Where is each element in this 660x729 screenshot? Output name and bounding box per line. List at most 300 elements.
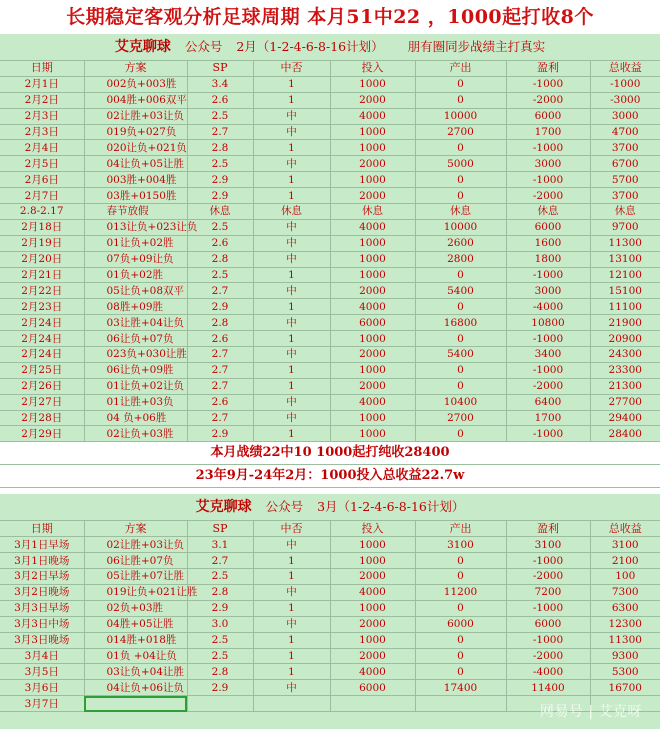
table-cell[interactable]: 4000 bbox=[330, 108, 415, 124]
table-cell[interactable]: 1 bbox=[253, 172, 330, 188]
table-cell[interactable]: 0 bbox=[415, 648, 506, 664]
table-cell[interactable]: 中 bbox=[253, 394, 330, 410]
table-cell[interactable]: 020让负+021负 bbox=[84, 140, 187, 156]
table-cell[interactable]: 1000 bbox=[330, 410, 415, 426]
table-cell[interactable]: 3.4 bbox=[187, 76, 253, 92]
table-cell[interactable]: 3400 bbox=[506, 347, 590, 363]
table-cell[interactable]: 0 bbox=[415, 569, 506, 585]
table-cell[interactable]: 002负+003胜 bbox=[84, 76, 187, 92]
table-cell[interactable]: 15100 bbox=[590, 283, 660, 299]
table-cell[interactable]: 2.6 bbox=[187, 92, 253, 108]
table-cell[interactable]: -3000 bbox=[590, 92, 660, 108]
table-cell[interactable]: 1000 bbox=[330, 267, 415, 283]
table-cell[interactable]: 04 负+06胜 bbox=[84, 410, 187, 426]
table-cell[interactable]: 6000 bbox=[415, 616, 506, 632]
table-cell[interactable]: 0 bbox=[415, 426, 506, 442]
table-cell[interactable]: 03胜+0150胜 bbox=[84, 188, 187, 204]
table-cell[interactable]: 2月7日 bbox=[0, 188, 84, 204]
table-cell[interactable]: 004胜+006双平 bbox=[84, 92, 187, 108]
table-cell[interactable]: 3000 bbox=[506, 283, 590, 299]
table-row bbox=[0, 251, 660, 267]
table-row bbox=[0, 347, 660, 363]
table-cell[interactable]: 6000 bbox=[506, 108, 590, 124]
table-cell[interactable]: 1000 bbox=[330, 362, 415, 378]
table-cell[interactable]: 中 bbox=[253, 251, 330, 267]
table-cell[interactable]: 2.8 bbox=[187, 315, 253, 331]
table-cell[interactable]: 11200 bbox=[415, 584, 506, 600]
table-cell[interactable]: 3月4日 bbox=[0, 648, 84, 664]
table-cell[interactable]: 28400 bbox=[590, 426, 660, 442]
table-cell[interactable]: 20900 bbox=[590, 331, 660, 347]
table-cell[interactable]: 4000 bbox=[330, 584, 415, 600]
table-cell[interactable]: 6700 bbox=[590, 156, 660, 172]
table-cell[interactable]: 2月5日 bbox=[0, 156, 84, 172]
table-cell[interactable]: 2月28日 bbox=[0, 410, 84, 426]
table-cell[interactable]: 17400 bbox=[415, 680, 506, 696]
table-row bbox=[0, 600, 660, 616]
table-cell[interactable]: 2.6 bbox=[187, 331, 253, 347]
table-cell[interactable]: 2月25日 bbox=[0, 362, 84, 378]
table-cell[interactable]: 3700 bbox=[590, 188, 660, 204]
table-cell[interactable]: 2.5 bbox=[187, 632, 253, 648]
table-cell[interactable]: 12100 bbox=[590, 267, 660, 283]
table-cell[interactable]: 2.8 bbox=[187, 251, 253, 267]
table-cell[interactable]: 6000 bbox=[506, 219, 590, 235]
table-row bbox=[0, 267, 660, 283]
table-cell[interactable]: 4000 bbox=[330, 394, 415, 410]
table-cell[interactable]: 2月23日 bbox=[0, 299, 84, 315]
table-cell[interactable]: 12300 bbox=[590, 616, 660, 632]
table-cell[interactable]: 06让负+07负 bbox=[84, 331, 187, 347]
table-cell[interactable]: 2.7 bbox=[187, 553, 253, 569]
table-cell[interactable]: 2000 bbox=[330, 648, 415, 664]
table-cell[interactable]: 1 bbox=[253, 299, 330, 315]
table-cell[interactable]: 11400 bbox=[506, 680, 590, 696]
column-header: 日期 bbox=[0, 61, 84, 76]
table-cell[interactable]: 03让负+04让胜 bbox=[84, 664, 187, 680]
table-cell[interactable]: 5400 bbox=[415, 347, 506, 363]
table-cell[interactable]: 10800 bbox=[506, 315, 590, 331]
table-cell[interactable]: 1000 bbox=[330, 426, 415, 442]
table-cell[interactable]: 2.9 bbox=[187, 426, 253, 442]
table-cell[interactable]: 1700 bbox=[506, 410, 590, 426]
table-cell[interactable]: 2.7 bbox=[187, 124, 253, 140]
table-cell[interactable]: 10000 bbox=[415, 219, 506, 235]
column-header: 盈利 bbox=[506, 61, 590, 76]
table-cell[interactable]: 29400 bbox=[590, 410, 660, 426]
table-cell[interactable]: -2000 bbox=[506, 569, 590, 585]
table-cell[interactable]: 2000 bbox=[330, 156, 415, 172]
table-cell[interactable]: 休息 bbox=[330, 204, 415, 220]
table-cell[interactable]: 休息 bbox=[590, 204, 660, 220]
table-cell[interactable] bbox=[84, 696, 187, 712]
table-cell[interactable]: -1000 bbox=[590, 76, 660, 92]
table-cell[interactable]: 2月3日 bbox=[0, 124, 84, 140]
table-cell[interactable]: 3100 bbox=[506, 537, 590, 553]
table-cell[interactable]: 014胜+018胜 bbox=[84, 632, 187, 648]
table-cell[interactable]: 3.1 bbox=[187, 537, 253, 553]
mar-account: 公众号 bbox=[265, 499, 304, 515]
table-cell[interactable]: 1 bbox=[253, 600, 330, 616]
table-cell[interactable]: 3100 bbox=[415, 537, 506, 553]
table-cell[interactable]: 01让负+02胜 bbox=[84, 235, 187, 251]
table-cell[interactable]: 1000 bbox=[330, 76, 415, 92]
feb-header bbox=[0, 34, 660, 61]
table-cell[interactable]: 7300 bbox=[590, 584, 660, 600]
table-row bbox=[0, 537, 660, 553]
table-cell[interactable]: 21300 bbox=[590, 378, 660, 394]
table-cell[interactable]: 2800 bbox=[415, 251, 506, 267]
table-cell[interactable]: 2700 bbox=[415, 124, 506, 140]
table-cell[interactable]: 0 bbox=[415, 331, 506, 347]
table-cell[interactable]: -2000 bbox=[506, 648, 590, 664]
table-cell[interactable]: 003胜+004胜 bbox=[84, 172, 187, 188]
table-cell[interactable]: 10000 bbox=[415, 108, 506, 124]
table-cell[interactable]: 5400 bbox=[415, 283, 506, 299]
table-cell[interactable]: 中 bbox=[253, 235, 330, 251]
table-cell[interactable]: 1000 bbox=[330, 235, 415, 251]
table-cell[interactable]: 2.5 bbox=[187, 219, 253, 235]
table-cell[interactable]: 1000 bbox=[330, 537, 415, 553]
table-cell[interactable]: 01负+02胜 bbox=[84, 267, 187, 283]
table-cell[interactable]: 0 bbox=[415, 600, 506, 616]
table-cell[interactable]: 2月24日 bbox=[0, 347, 84, 363]
table-cell[interactable]: 2.6 bbox=[187, 394, 253, 410]
table-cell[interactable]: 中 bbox=[253, 347, 330, 363]
table-cell[interactable]: 0 bbox=[415, 92, 506, 108]
header-row bbox=[0, 521, 660, 536]
table-cell[interactable]: 1000 bbox=[330, 553, 415, 569]
table-cell[interactable]: 2月4日 bbox=[0, 140, 84, 156]
table-cell[interactable]: 2.7 bbox=[187, 362, 253, 378]
table-row bbox=[0, 410, 660, 426]
table-cell[interactable]: 6300 bbox=[590, 600, 660, 616]
table-cell[interactable]: 100 bbox=[590, 569, 660, 585]
table-cell[interactable]: 3100 bbox=[590, 537, 660, 553]
table-cell[interactable]: 5300 bbox=[590, 664, 660, 680]
feb-summary: 本月战绩22中10 1000起打纯收28400 bbox=[0, 442, 660, 465]
table-cell[interactable]: 1 bbox=[253, 648, 330, 664]
table-cell[interactable]: 2月3日 bbox=[0, 108, 84, 124]
table-cell[interactable]: -1000 bbox=[506, 76, 590, 92]
column-header: SP bbox=[187, 521, 253, 536]
table-cell[interactable]: 1 bbox=[253, 569, 330, 585]
table-cell[interactable]: 3700 bbox=[590, 140, 660, 156]
table-cell[interactable]: 0 bbox=[415, 267, 506, 283]
table-cell[interactable]: 2月18日 bbox=[0, 219, 84, 235]
table-cell[interactable]: -2000 bbox=[506, 378, 590, 394]
table-cell[interactable]: 中 bbox=[253, 108, 330, 124]
table-cell[interactable]: 21900 bbox=[590, 315, 660, 331]
table-cell[interactable]: 中 bbox=[253, 283, 330, 299]
table-row bbox=[0, 632, 660, 648]
table-cell[interactable]: -1000 bbox=[506, 362, 590, 378]
table-cell[interactable]: 1 bbox=[253, 76, 330, 92]
table-cell[interactable]: 2.8 bbox=[187, 140, 253, 156]
table-cell[interactable]: 休息 bbox=[506, 204, 590, 220]
table-row bbox=[0, 553, 660, 569]
table-cell[interactable]: 1700 bbox=[506, 124, 590, 140]
table-cell[interactable]: 3月6日 bbox=[0, 680, 84, 696]
table-cell[interactable]: 休息 bbox=[187, 204, 253, 220]
table-cell[interactable]: 2.9 bbox=[187, 299, 253, 315]
table-cell[interactable]: 2700 bbox=[415, 410, 506, 426]
table-cell[interactable]: 04让负+06让负 bbox=[84, 680, 187, 696]
table-cell[interactable]: 01让负+02让负 bbox=[84, 378, 187, 394]
table-cell[interactable]: 4000 bbox=[330, 219, 415, 235]
table-cell[interactable]: 2月24日 bbox=[0, 315, 84, 331]
table-cell[interactable]: 2000 bbox=[330, 378, 415, 394]
table-cell[interactable]: 02让胜+03让负 bbox=[84, 537, 187, 553]
table-cell[interactable]: -1000 bbox=[506, 632, 590, 648]
table-cell[interactable]: 3月3日早场 bbox=[0, 600, 84, 616]
table-cell[interactable]: 2月29日 bbox=[0, 426, 84, 442]
table-cell[interactable]: 4000 bbox=[330, 664, 415, 680]
table-row bbox=[0, 426, 660, 442]
table-row bbox=[0, 616, 660, 632]
feb-brand: 艾克聊球 bbox=[114, 39, 171, 55]
table-cell[interactable]: 3月3日中场 bbox=[0, 616, 84, 632]
table-cell[interactable]: -1000 bbox=[506, 426, 590, 442]
table-cell[interactable]: -1000 bbox=[506, 140, 590, 156]
table-cell[interactable]: 2000 bbox=[330, 569, 415, 585]
table-cell[interactable]: 3月2日早场 bbox=[0, 569, 84, 585]
table-cell[interactable]: 1000 bbox=[330, 124, 415, 140]
table-cell[interactable]: 3月5日 bbox=[0, 664, 84, 680]
feb-note: 朋有圈同步战绩主打真实 bbox=[407, 39, 546, 54]
table-cell[interactable]: 中 bbox=[253, 156, 330, 172]
table-cell[interactable]: 08胜+09胜 bbox=[84, 299, 187, 315]
table-cell[interactable]: 4000 bbox=[330, 299, 415, 315]
table-row bbox=[0, 156, 660, 172]
feb-account: 公众号 bbox=[184, 39, 223, 54]
table-cell[interactable]: 3月7日 bbox=[0, 696, 84, 712]
table-cell[interactable]: -2000 bbox=[506, 92, 590, 108]
table-cell[interactable]: 2.5 bbox=[187, 108, 253, 124]
table-cell[interactable]: 2月19日 bbox=[0, 235, 84, 251]
table-cell[interactable]: 13100 bbox=[590, 251, 660, 267]
table-cell[interactable]: 013让负+023让负 bbox=[84, 219, 187, 235]
table-cell[interactable]: 6000 bbox=[330, 680, 415, 696]
table-cell[interactable]: 中 bbox=[253, 616, 330, 632]
table-cell[interactable]: 1000 bbox=[330, 172, 415, 188]
table-cell[interactable]: 5000 bbox=[415, 156, 506, 172]
table-cell[interactable]: 2000 bbox=[330, 347, 415, 363]
table-cell[interactable]: 1 bbox=[253, 140, 330, 156]
table-cell[interactable]: 2.5 bbox=[187, 648, 253, 664]
table-cell[interactable]: 5700 bbox=[590, 172, 660, 188]
table-cell[interactable]: 中 bbox=[253, 584, 330, 600]
table-cell[interactable]: 03让胜+04让负 bbox=[84, 315, 187, 331]
table-cell[interactable]: 春节放假 bbox=[84, 204, 187, 220]
table-cell[interactable]: 1000 bbox=[330, 331, 415, 347]
table-cell[interactable]: 2月20日 bbox=[0, 251, 84, 267]
table-cell[interactable]: 2600 bbox=[415, 235, 506, 251]
table-cell[interactable]: 16700 bbox=[590, 680, 660, 696]
table-cell[interactable]: 05让胜+07让胜 bbox=[84, 569, 187, 585]
table-cell[interactable]: 2月21日 bbox=[0, 267, 84, 283]
table-cell[interactable]: 05让负+08双平 bbox=[84, 283, 187, 299]
table-row bbox=[0, 219, 660, 235]
table-cell[interactable] bbox=[187, 696, 253, 712]
table-cell[interactable]: 02让胜+03让负 bbox=[84, 108, 187, 124]
column-header: 投入 bbox=[330, 61, 415, 76]
table-cell[interactable]: 2.7 bbox=[187, 410, 253, 426]
table-cell[interactable]: 1 bbox=[253, 426, 330, 442]
table-cell[interactable]: 1000 bbox=[330, 600, 415, 616]
table-cell[interactable]: 6000 bbox=[506, 616, 590, 632]
table-cell[interactable]: 中 bbox=[253, 537, 330, 553]
table-cell[interactable]: 0 bbox=[415, 140, 506, 156]
table-cell[interactable]: 2.7 bbox=[187, 283, 253, 299]
table-cell[interactable]: 3.0 bbox=[187, 616, 253, 632]
table-row bbox=[0, 569, 660, 585]
table-cell[interactable]: 7200 bbox=[506, 584, 590, 600]
table-cell[interactable]: 2月27日 bbox=[0, 394, 84, 410]
table-cell[interactable]: -1000 bbox=[506, 172, 590, 188]
table-cell[interactable]: -4000 bbox=[506, 664, 590, 680]
table-cell[interactable]: 9700 bbox=[590, 219, 660, 235]
table-cell[interactable]: 1 bbox=[253, 362, 330, 378]
table-cell[interactable]: 11300 bbox=[590, 235, 660, 251]
table-cell[interactable]: 16800 bbox=[415, 315, 506, 331]
table-cell[interactable]: 1000 bbox=[330, 140, 415, 156]
table-cell[interactable]: 2.5 bbox=[187, 569, 253, 585]
table-cell[interactable]: 06让胜+07负 bbox=[84, 553, 187, 569]
table-cell[interactable]: 2月26日 bbox=[0, 378, 84, 394]
table-cell[interactable]: 2.5 bbox=[187, 267, 253, 283]
table-cell[interactable]: 3月3日晚场 bbox=[0, 632, 84, 648]
table-cell[interactable]: 019负+027负 bbox=[84, 124, 187, 140]
table-cell[interactable]: 24300 bbox=[590, 347, 660, 363]
table-cell[interactable]: 1 bbox=[253, 331, 330, 347]
table-cell[interactable]: 2.5 bbox=[187, 156, 253, 172]
table-cell[interactable]: 2.8 bbox=[187, 584, 253, 600]
table-cell[interactable]: 1 bbox=[253, 378, 330, 394]
table-cell[interactable]: 11100 bbox=[590, 299, 660, 315]
table-cell[interactable]: 中 bbox=[253, 219, 330, 235]
table-cell[interactable]: 3000 bbox=[506, 156, 590, 172]
table-cell[interactable]: -1000 bbox=[506, 553, 590, 569]
table-cell[interactable]: 2.8 bbox=[187, 664, 253, 680]
page-title: 长期稳定客观分析足球周期 本月51中22 ，1000起打收8个 bbox=[0, 0, 660, 34]
table-cell[interactable]: 中 bbox=[253, 124, 330, 140]
table-cell[interactable]: 中 bbox=[253, 315, 330, 331]
table-cell[interactable]: 1800 bbox=[506, 251, 590, 267]
table-cell[interactable]: 0 bbox=[415, 188, 506, 204]
table-cell[interactable]: 4700 bbox=[590, 124, 660, 140]
table-cell[interactable]: 2.8-2.17 bbox=[0, 204, 84, 220]
table-cell[interactable]: 02让负+03胜 bbox=[84, 426, 187, 442]
table-cell[interactable]: 07负+09让负 bbox=[84, 251, 187, 267]
table-cell[interactable]: 2.7 bbox=[187, 347, 253, 363]
table-cell[interactable]: 1000 bbox=[330, 251, 415, 267]
table-row bbox=[0, 378, 660, 394]
table-cell[interactable]: -4000 bbox=[506, 299, 590, 315]
table-cell[interactable]: 2.7 bbox=[187, 378, 253, 394]
table-cell[interactable]: 023负+030让胜 bbox=[84, 347, 187, 363]
table-cell[interactable]: 1 bbox=[253, 267, 330, 283]
table-cell[interactable]: 04让负+05让胜 bbox=[84, 156, 187, 172]
table-cell[interactable]: 3月1日晚场 bbox=[0, 553, 84, 569]
table-cell[interactable]: 1 bbox=[253, 664, 330, 680]
table-cell[interactable]: 2.9 bbox=[187, 188, 253, 204]
table-cell[interactable]: 6400 bbox=[506, 394, 590, 410]
table-cell[interactable]: 3月1日早场 bbox=[0, 537, 84, 553]
table-cell[interactable] bbox=[330, 696, 415, 712]
table-cell[interactable]: 6000 bbox=[330, 315, 415, 331]
table-cell[interactable]: 2.9 bbox=[187, 680, 253, 696]
table-cell[interactable]: 2月2日 bbox=[0, 92, 84, 108]
table-cell[interactable]: 中 bbox=[253, 410, 330, 426]
table-cell[interactable] bbox=[415, 696, 506, 712]
table-cell[interactable]: 0 bbox=[415, 172, 506, 188]
table-cell[interactable]: 中 bbox=[253, 680, 330, 696]
table-cell[interactable]: 1600 bbox=[506, 235, 590, 251]
table-cell[interactable]: 06让负+09胜 bbox=[84, 362, 187, 378]
table-cell[interactable]: 2月6日 bbox=[0, 172, 84, 188]
table-row bbox=[0, 108, 660, 124]
table-cell[interactable]: 04胜+05让胜 bbox=[84, 616, 187, 632]
table-row bbox=[0, 680, 660, 696]
table-cell[interactable]: 0 bbox=[415, 362, 506, 378]
table-cell[interactable]: 1000 bbox=[330, 632, 415, 648]
table-cell[interactable]: 2000 bbox=[330, 616, 415, 632]
table-cell[interactable] bbox=[253, 696, 330, 712]
table-cell[interactable]: 2.6 bbox=[187, 235, 253, 251]
table-cell[interactable]: 2000 bbox=[330, 92, 415, 108]
table-row bbox=[0, 124, 660, 140]
table-cell[interactable]: 休息 bbox=[415, 204, 506, 220]
table-cell[interactable]: 02负+03胜 bbox=[84, 600, 187, 616]
table-cell[interactable]: 0 bbox=[415, 632, 506, 648]
table-cell[interactable]: 2100 bbox=[590, 553, 660, 569]
table-cell[interactable]: 0 bbox=[415, 76, 506, 92]
table-cell[interactable]: -1000 bbox=[506, 331, 590, 347]
table-cell[interactable]: 01让胜+03负 bbox=[84, 394, 187, 410]
table-cell[interactable]: 019让负+021让胜 bbox=[84, 584, 187, 600]
table-cell[interactable]: 1 bbox=[253, 553, 330, 569]
table-cell[interactable]: 0 bbox=[415, 299, 506, 315]
table-cell[interactable]: 27700 bbox=[590, 394, 660, 410]
table-cell[interactable]: 1 bbox=[253, 632, 330, 648]
table-cell[interactable]: 1 bbox=[253, 188, 330, 204]
table-cell[interactable]: 2月22日 bbox=[0, 283, 84, 299]
table-cell[interactable]: -2000 bbox=[506, 188, 590, 204]
table-cell[interactable]: 23300 bbox=[590, 362, 660, 378]
table-cell[interactable]: 01负 +04让负 bbox=[84, 648, 187, 664]
table-cell[interactable]: 2.9 bbox=[187, 172, 253, 188]
table-cell[interactable]: 3000 bbox=[590, 108, 660, 124]
table-cell[interactable]: 0 bbox=[415, 378, 506, 394]
table-cell[interactable]: 2000 bbox=[330, 283, 415, 299]
table-cell[interactable]: 11300 bbox=[590, 632, 660, 648]
table-cell[interactable]: 1 bbox=[253, 92, 330, 108]
table-cell[interactable]: 0 bbox=[415, 664, 506, 680]
table-cell[interactable]: 休息 bbox=[253, 204, 330, 220]
table-cell[interactable]: 9300 bbox=[590, 648, 660, 664]
mar-table bbox=[0, 521, 660, 712]
table-cell[interactable]: 2月1日 bbox=[0, 76, 84, 92]
table-cell[interactable]: 10400 bbox=[415, 394, 506, 410]
table-cell[interactable]: 2.9 bbox=[187, 600, 253, 616]
table-cell[interactable]: 3月2日晚场 bbox=[0, 584, 84, 600]
table-cell[interactable]: 0 bbox=[415, 553, 506, 569]
table-cell[interactable]: -1000 bbox=[506, 267, 590, 283]
table-cell[interactable]: 2000 bbox=[330, 188, 415, 204]
table-cell[interactable]: 2月24日 bbox=[0, 331, 84, 347]
table-cell[interactable]: -1000 bbox=[506, 600, 590, 616]
